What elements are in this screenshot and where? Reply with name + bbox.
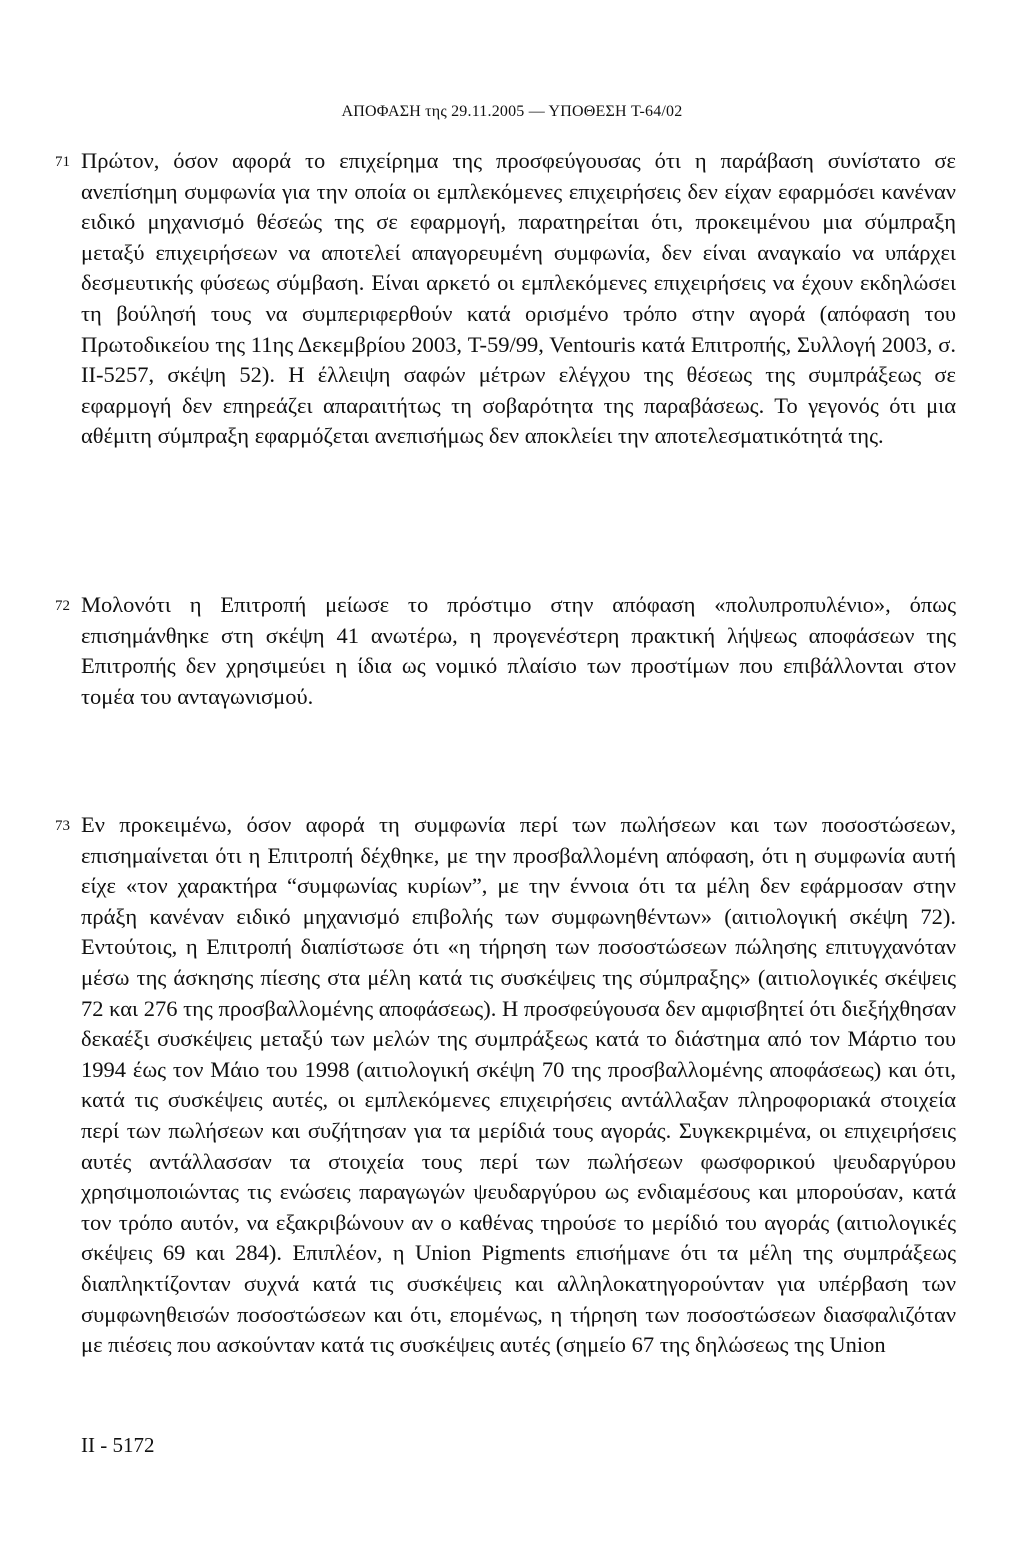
- paragraph-73: [55, 810, 956, 1361]
- paragraph-text: Μολονότι η Επιτροπή μείωσε το πρόστιμο στην απόφαση «πολυπροπυλένιο», όπως επισημάνθηκε στη σκέψη 41 ανωτέρω, η προγενέστερη πρακτική λήψεως αποφάσεων της Επιτροπής δεν χρησιμεύει η ίδια ως νομικό πλαίσιο των προστίμων που επιβάλλονται στον τομέα του ανταγωνισμού.: [81, 592, 956, 709]
- running-header: ΑΠΟΦΑΣΗ της 29.11.2005 — ΥΠΟΘΕΣΗ T-64/02: [341, 103, 683, 120]
- paragraph-text: Πρώτον, όσον αφορά το επιχείρημα της προσφεύγουσας ότι η παράβαση συνίστατο σε ανεπίσημη συμφωνία για την οποία οι εμπλεκόμενες επιχειρήσεις δεν είχαν εφαρμόσει κανέναν ειδικό μηχανισμό θέσεώς της σε εφαρμογή, παρατηρείται ότι, προκειμένου μια σύμπραξη μεταξύ επιχειρήσεων να αποτελεί απαγορευμένη συμφωνία, δεν είναι αναγκαίο να υπάρχει δεσμευτικής φύσεως σύμβαση. Είναι αρκετό οι εμπλεκόμενες επιχειρήσεις να έχουν εκδηλώσει τη βούλησή τους να συμπεριφερθούν κατά ορισμένο τρόπο στην αγορά (απόφαση του Πρωτοδικείου της 11ης Δεκεμβρίου 2003, T-59/99, Ventouris κατά Επιτροπής, Συλλογή 2003, σ. II-5257, σκέψη 52). Η έλλειψη σαφών μέτρων ελέγχου της θέσεως της συμπράξεως σε εφαρμογή δεν επηρεάζει απαραιτήτως τη σοβαρότητα της παραβάσεως. Το γεγονός ότι μια αθέμιτη σύμπραξη εφαρμόζεται ανεπισήμως δεν αποκλείει την αποτελεσματικότητά της.: [81, 148, 956, 449]
- paragraph-72: [55, 590, 956, 712]
- paragraph-number: 72: [55, 598, 70, 614]
- page-number: II - 5172: [81, 1433, 155, 1457]
- paragraph-number: 73: [55, 818, 70, 834]
- paragraph-number: 71: [55, 154, 70, 170]
- paragraph-71: [55, 146, 956, 452]
- paragraph-text: Εν προκειμένω, όσον αφορά τη συμφωνία περί των πωλήσεων και των ποσοστώσεων, επισημαίνεται ότι η Επιτροπή δέχθηκε, με την προσβαλλομένη απόφαση, ότι η συμφωνία αυτή είχε «τον χαρακτήρα “συμφωνίας κυρίων”, με την έννοια ότι τα μέλη δεν εφάρμοσαν στην πράξη κανέναν ειδικό μηχανισμό επιβολής των συμφωνηθέντων» (αιτιολογική σκέψη 72). Εντούτοις, η Επιτροπή διαπίστωσε ότι «η τήρηση των ποσοστώσεων πώλησης επιτυγχανόταν μέσω της άσκησης πίεσης στα μέλη κατά τις συσκέψεις της σύμπραξης» (αιτιολογικές σκέψεις 72 και 276 της προσβαλλομένης αποφάσεως). Η προσφεύγουσα δεν αμφισβητεί ότι διεξήχθησαν δεκαέξι συσκέψεις μεταξύ των μελών της συμπράξεως κατά το διάστημα από τον Μάρτιο του 1994 έως τον Μάιο του 1998 (αιτιολογική σκέψη 70 της προσβαλλομένης αποφάσεως) και ότι, κατά τις συσκέψεις αυτές, οι εμπλεκόμενες επιχειρήσεις αντάλλαξαν πληροφοριακά στοιχεία περί των πωλήσεων και συζήτησαν για τα μερίδιά τους αγοράς. Συγκεκριμένα, οι επιχειρήσεις αυτές αντάλλασσαν τα στοιχεία τους περί των πωλήσεων φωσφορικού ψευδαργύρου χρησιμοποιώντας τις ενώσεις παραγωγών ψευδαργύρου ως ενδιαμέσους και μπορούσαν, κατά τον τρόπο αυτόν, να εξακριβώνουν αν ο καθένας τηρούσε το μερίδιό του αγοράς (αιτιολογικές σκέψεις 69 και 284). Επιπλέον, η Union Pigments επισήμανε ότι τα μέλη της συμπράξεως διαπληκτίζονταν συχνά κατά τις συσκέψεις και αλληλοκατηγορούνταν για υπέρβαση των συμφωνηθεισών ποσοστώσεων και ότι, επομένως, η τήρηση των ποσοστώσεων διασφαλιζόταν με πιέσεις που ασκούνταν κατά τις συσκέψεις αυτές (σημείο 67 της δηλώσεως της Union: [81, 812, 956, 1358]
